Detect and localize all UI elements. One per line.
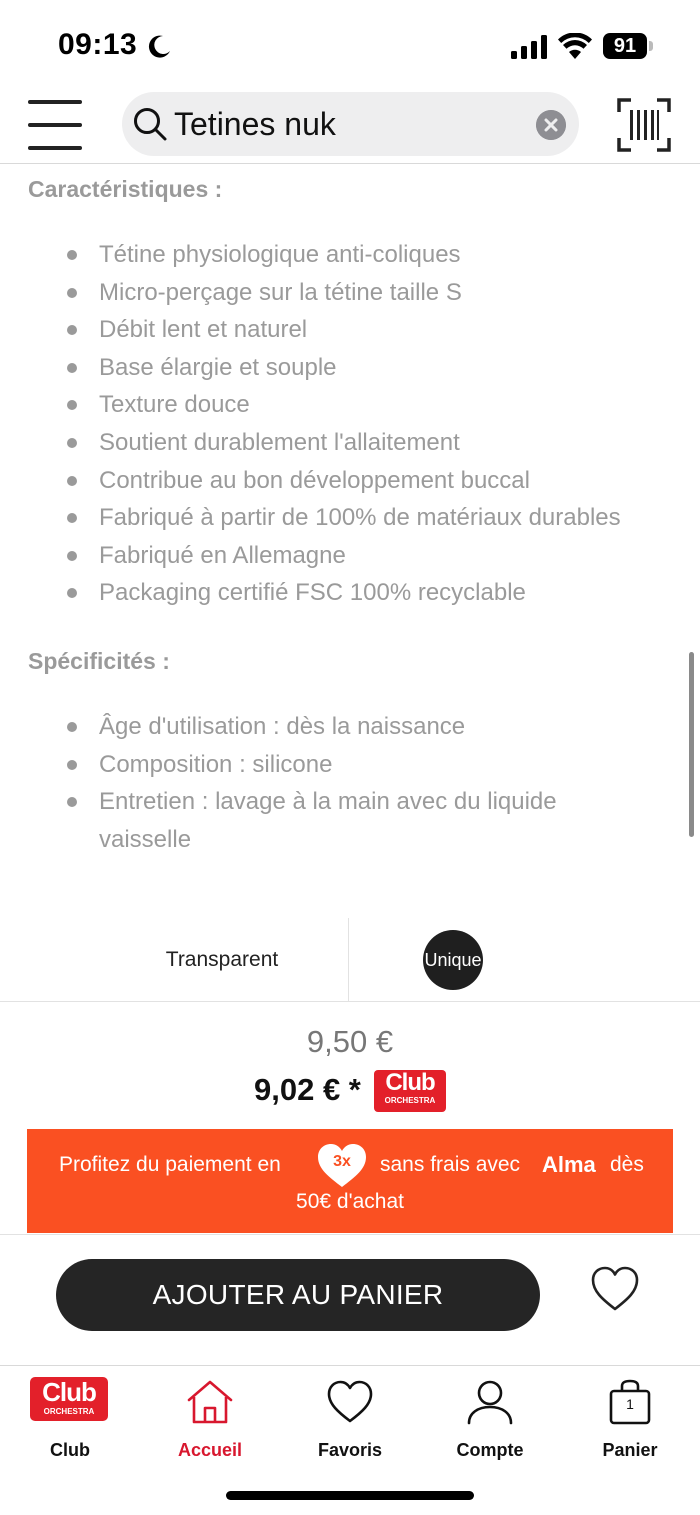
specifics-list <box>65 708 625 858</box>
list-item: Contribue au bon développement buccal <box>65 462 675 500</box>
search-bar[interactable] <box>122 92 579 156</box>
battery-tip <box>649 41 653 51</box>
tab-favoris[interactable] <box>280 1377 420 1460</box>
tab-label: Favoris <box>317 1440 383 1460</box>
list-item: Tétine physiologique anti-coliques <box>65 236 675 274</box>
characteristics-title: Caractéristiques : <box>28 176 223 202</box>
alma-text: Profitez du paiement en <box>59 1153 281 1176</box>
club-price: 9,02 € * <box>254 1072 361 1107</box>
barcode-scan-icon[interactable] <box>617 98 671 152</box>
alma-payment-banner[interactable] <box>27 1129 673 1233</box>
list-item: Entretien : lavage à la main avec du liquide vaisselle <box>65 783 625 858</box>
list-item: Soutient durablement l'allaitement <box>65 424 675 462</box>
battery-level: 91 <box>603 33 647 59</box>
menu-icon[interactable] <box>28 98 84 152</box>
tab-accueil[interactable] <box>140 1377 280 1460</box>
alma-text: 50€ d'achat <box>296 1190 404 1213</box>
variant-size-option[interactable]: Unique <box>423 930 483 990</box>
club-orchestra-logo <box>374 1070 446 1112</box>
home-icon <box>185 1379 235 1425</box>
specifics-title: Spécificités : <box>28 648 170 674</box>
alma-brand: Alma <box>542 1152 596 1177</box>
tab-label: Club <box>50 1440 90 1460</box>
heart-3x-icon <box>317 1143 367 1189</box>
club-logo-main: Club <box>385 1069 435 1096</box>
list-item: Packaging certifié FSC 100% recyclable <box>65 574 675 612</box>
search-icon <box>132 106 168 142</box>
tab-club[interactable] <box>0 1377 140 1460</box>
moon-icon <box>146 33 172 59</box>
list-item: Texture douce <box>65 386 675 424</box>
add-to-cart-button[interactable]: AJOUTER AU PANIER <box>56 1259 540 1331</box>
list-item: Micro-perçage sur la tétine taille S <box>65 274 675 312</box>
wifi-icon <box>558 33 592 59</box>
variant-divider <box>348 918 349 1002</box>
home-indicator <box>226 1491 474 1500</box>
tab-compte[interactable] <box>420 1377 560 1460</box>
variant-selector <box>0 918 700 1002</box>
club-logo-sub: ORCHESTRA <box>43 1407 95 1416</box>
battery-indicator <box>603 33 653 59</box>
scrollbar[interactable] <box>689 652 694 837</box>
header <box>0 90 700 164</box>
list-item: Débit lent et naturel <box>65 311 675 349</box>
status-bar <box>0 0 700 90</box>
signal-icon <box>511 35 547 59</box>
heart-icon[interactable] <box>590 1265 640 1313</box>
list-item: Fabriqué en Allemagne <box>65 537 675 575</box>
tab-label: Accueil <box>177 1440 243 1460</box>
list-item: Fabriqué à partir de 100% de matériaux durables <box>65 499 675 537</box>
club-logo-sub: ORCHESTRA <box>384 1096 436 1105</box>
clear-search-icon[interactable] <box>536 110 566 140</box>
club-orchestra-logo <box>30 1377 108 1421</box>
list-item: Âge d'utilisation : dès la naissance <box>65 708 625 746</box>
status-time: 09:13 <box>58 28 138 61</box>
tab-label: Panier <box>602 1440 658 1460</box>
regular-price: 9,50 € <box>306 1024 394 1059</box>
search-input[interactable] <box>174 92 524 156</box>
characteristics-list <box>65 236 675 612</box>
user-icon <box>465 1379 515 1425</box>
list-item: Composition : silicone <box>65 746 625 784</box>
cart-count-badge: 1 <box>626 1396 634 1412</box>
heart-icon <box>325 1379 375 1425</box>
alma-text: sans frais avec <box>380 1153 521 1176</box>
alma-text: dès <box>610 1153 644 1176</box>
tab-label: Compte <box>456 1440 524 1460</box>
cart-action-area <box>0 1234 700 1366</box>
tab-panier[interactable] <box>560 1377 700 1460</box>
variant-color-option[interactable]: Transparent <box>165 948 279 971</box>
list-item: Base élargie et souple <box>65 349 675 387</box>
club-logo-main: Club <box>42 1377 96 1407</box>
installments-label: 3x <box>333 1153 351 1170</box>
